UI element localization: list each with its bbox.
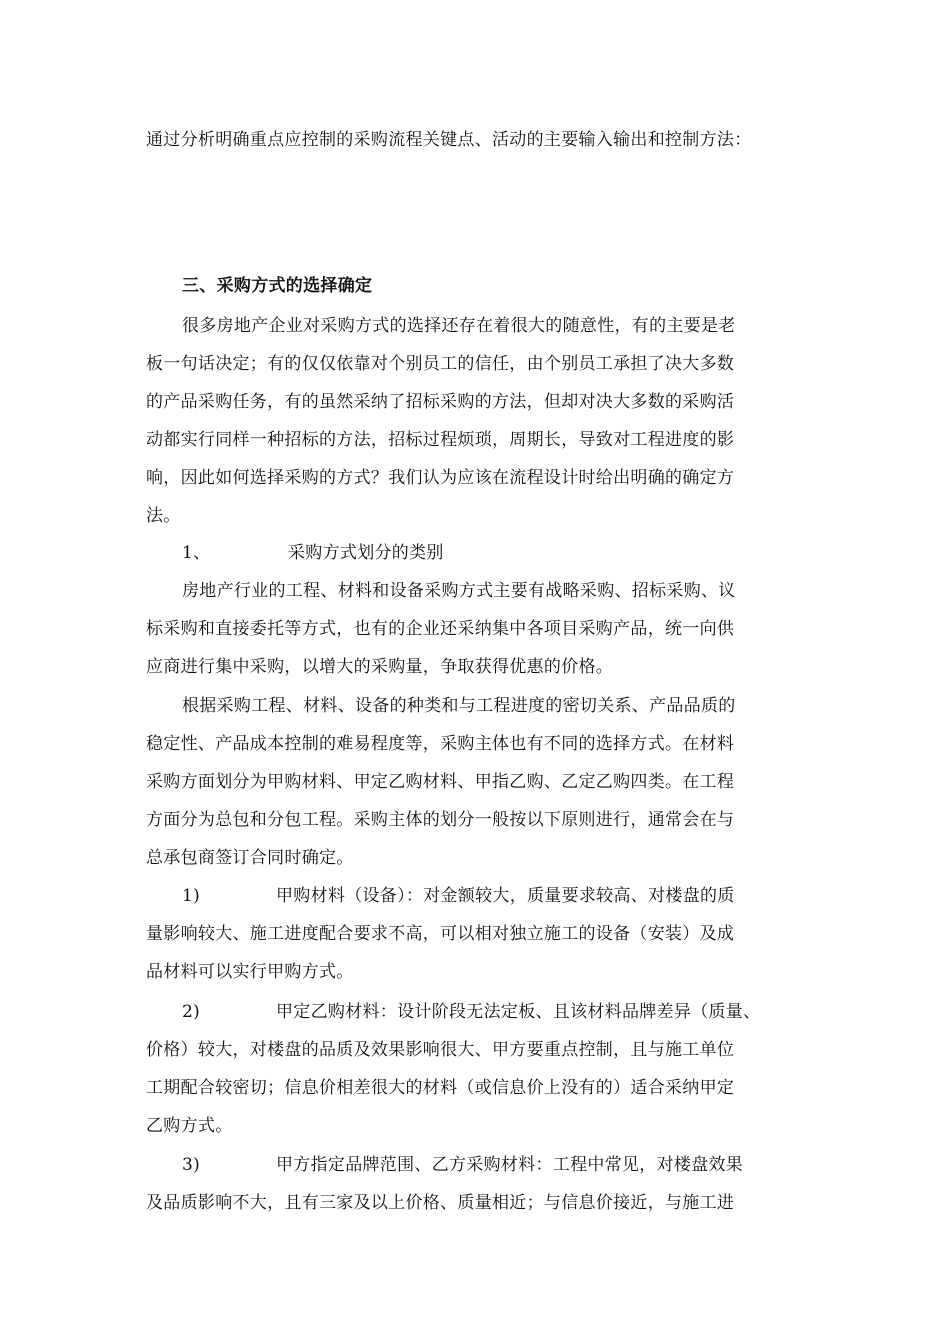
paragraph-line: 很多房地产企业对采购方式的选择还存在着很大的随意性，有的主要是老 xyxy=(182,316,736,336)
paragraph-line: 响，因此如何选择采购的方式？我们认为应该在流程设计时给出明确的确定方 xyxy=(146,468,735,488)
list-marker: 2) xyxy=(182,1002,201,1022)
subheading-1 xyxy=(182,541,842,565)
list-item-text: 甲定乙购材料：设计阶段无法定板、且该材料品牌差异（质量、 xyxy=(276,1002,761,1022)
paragraph-line: 价格）较大，对楼盘的品质及效果影响很大、甲方要重点控制，且与施工单位 xyxy=(146,1040,735,1060)
list-marker: 1) xyxy=(182,886,201,906)
paragraph-line: 及品质影响不大，且有三家及以上价格、质量相近；与信息价接近，与施工进 xyxy=(146,1193,735,1213)
paragraph-line: 量影响较大、施工进度配合要求不高，可以相对独立施工的设备（安装）及成 xyxy=(146,924,735,944)
paragraph-line: 房地产行业的工程、材料和设备采购方式主要有战略采购、招标采购、议 xyxy=(182,581,736,601)
paragraph-line: 法。 xyxy=(146,506,181,526)
paragraph-line: 总承包商签订合同时确定。 xyxy=(146,848,354,868)
paragraph-line: 乙购方式。 xyxy=(146,1116,233,1136)
paragraph-line: 应商进行集中采购，以增大的采购量，争取获得优惠的价格。 xyxy=(146,657,614,677)
section-heading: 三、采购方式的选择确定 xyxy=(182,276,373,296)
subheading-title: 采购方式划分的类别 xyxy=(288,543,444,563)
paragraph-line: 工期配合较密切；信息价相差很大的材料（或信息价上没有的）适合采纳甲定 xyxy=(146,1078,735,1098)
intro-line: 通过分析明确重点应控制的采购流程关键点、活动的主要输入输出和控制方法： xyxy=(146,130,752,150)
paragraph-line: 板一句话决定；有的仅仅依靠对个别员工的信任，由个别员工承担了决大多数 xyxy=(146,354,735,374)
paragraph-line: 稳定性、产品成本控制的难易程度等，采购主体也有不同的选择方式。在材料 xyxy=(146,734,735,754)
list-item-first-line xyxy=(182,1153,842,1177)
list-marker: 3) xyxy=(182,1155,201,1175)
list-item-text: 甲购材料（设备）：对金额较大，质量要求较高、对楼盘的质 xyxy=(276,886,735,906)
paragraph-line: 方面分为总包和分包工程。采购主体的划分一般按以下原则进行，通常会在与 xyxy=(146,810,735,830)
subheading-marker: 1、 xyxy=(182,543,211,563)
paragraph-line: 品材料可以实行甲购方式。 xyxy=(146,962,354,982)
paragraph-line: 的产品采购任务，有的虽然采纳了招标采购的方法，但却对决大多数的采购活 xyxy=(146,392,735,412)
paragraph-line: 根据采购工程、材料、设备的种类和与工程进度的密切关系、产品品质的 xyxy=(182,696,736,716)
paragraph-line: 采购方面划分为甲购材料、甲定乙购材料、甲指乙购、乙定乙购四类。在工程 xyxy=(146,772,735,792)
list-item-text: 甲方指定品牌范围、乙方采购材料：工程中常见，对楼盘效果 xyxy=(276,1155,744,1175)
paragraph-line: 标采购和直接委托等方式，也有的企业还采纳集中各项目采购产品，统一向供 xyxy=(146,619,735,639)
list-item-first-line xyxy=(182,884,842,908)
paragraph-line: 动都实行同样一种招标的方法，招标过程烦琐，周期长，导致对工程进度的影 xyxy=(146,430,735,450)
list-item-first-line xyxy=(182,1000,842,1024)
